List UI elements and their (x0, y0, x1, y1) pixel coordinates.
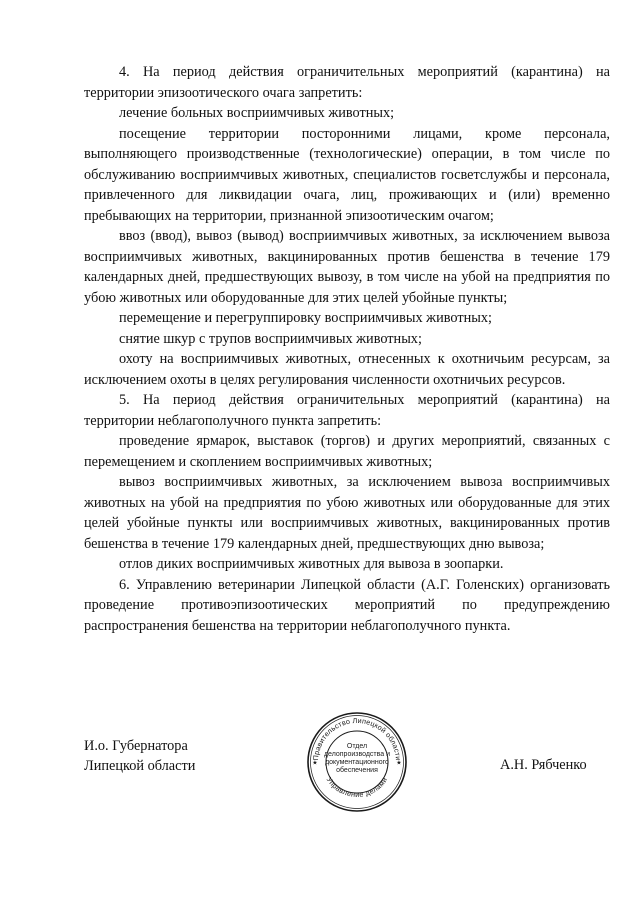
document-body (84, 62, 610, 636)
paragraph-item-5: 5. На период действия ограничительных мероприятий (карантина) на территории неблагополучного пункта запретить: (84, 392, 610, 429)
paragraph-treatment-ban: лечение больных восприимчивых животных; (119, 105, 395, 121)
stamp-outer-top-text: Правительство Липецкой области (310, 715, 404, 761)
svg-text:★: ★ (312, 760, 318, 767)
paragraph-trapping-ban: отлов диких восприимчивых животных для вывоза в зоопарки. (119, 556, 504, 572)
signatory-position-line1: И.о. Губернатора (84, 738, 188, 754)
paragraph-item-6: 6. Управлению ветеринарии Липецкой области (А.Г. Голенских) организовать проведение противоэпизоотических мероприятий по предупреждению распространения бешенства на территории неблагополучного пункта. (84, 576, 610, 634)
paragraph-export-ban: вывоз восприимчивых животных, за исключением вывоза восприимчивых животных на убой на предприятия по убою животных или оборудованные для этих целей убойные пункты или восприимчивых животных, вакцинированных против бешенства в течение 179 календарных дней, предшествующих дню вывоза; (84, 474, 610, 552)
paragraph-hunting-ban: охоту на восприимчивых животных, отнесенных к охотничьим ресурсам, за исключением охоты в целях регулирования численности охотничьих ресурсов. (84, 351, 610, 388)
paragraph-skinning-ban: снятие шкур с трупов восприимчивых животных; (119, 330, 422, 347)
paragraph-import-export-ban: ввоз (ввод), вывоз (вывод) восприимчивых животных, за исключением вывоза восприимчивых животных, вакцинированных против бешенства в течение 179 календарных дней, предшествующих вывозу, в том числе на убой на предприятия по убою животных или оборудованные для этих целей убойные пункты; (84, 228, 610, 306)
signatory-position-line2: Липецкой области (84, 758, 196, 774)
signatory-name: А.Н. Рябченко (500, 757, 587, 773)
svg-text:Управление делами (325, 775, 390, 799)
paragraph-item-4: 4. На период действия ограничительных мероприятий (карантина) на территории эпизоотического очага запретить: (84, 64, 610, 101)
official-stamp (306, 711, 408, 813)
stamp-inner-line3: документационного (325, 759, 389, 766)
stamp-inner-line1: Отдел (346, 743, 368, 750)
svg-text:★: ★ (396, 760, 402, 767)
paragraph-regrouping-ban: перемещение и перегруппировку восприимчивых животных; (119, 310, 492, 326)
stamp-outer-bottom-text: Управление делами (324, 775, 390, 800)
paragraph-visit-ban: посещение территории посторонними лицами, кроме персонала, выполняющего производственные (технологические) операции, в том числе по обслуживанию восприимчивых животных, специалистов госветслужбы и персонала, привлеченного для ликвидации очага, лиц, проживающих и (или) временно пребывающих на территории, признанной эпизоотическим очагом; (84, 125, 610, 224)
paragraph-fairs-ban: проведение ярмарок, выставок (торгов) и других мероприятий, связанных с перемещением и скоплением восприимчивых животных; (84, 433, 610, 470)
stamp-inner-line4: обеспечения (336, 767, 378, 774)
signatory-position (84, 736, 195, 776)
stamp-inner-line2: делопроизводства и (323, 751, 391, 758)
